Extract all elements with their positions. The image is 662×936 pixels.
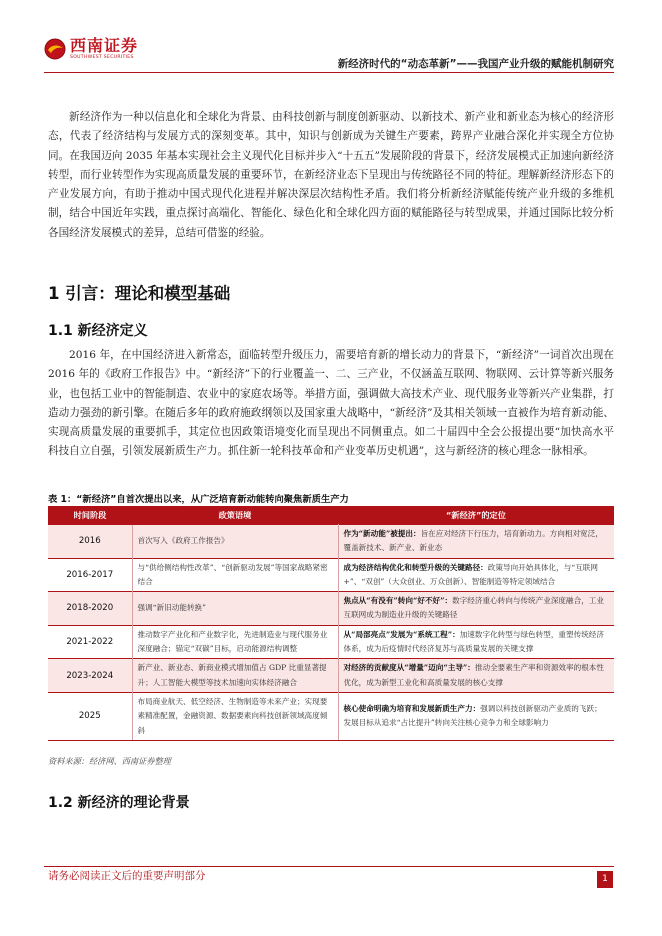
header-period: 时间阶段 [48, 506, 132, 525]
policy-table [48, 506, 614, 741]
context-cell: 布局商业航天、低空经济、生物制造等未来产业；实现要素精准配置，金融资源、数据要素向科技创新领域高度倾斜 [132, 692, 338, 740]
context-cell: 强调“新旧动能转换” [132, 592, 338, 626]
context-cell: 新产业、新业态、新商业模式增加值占 GDP 比重显著提升；人工智能大模型等技术加速向实体经济融合 [132, 659, 338, 693]
table-row [48, 558, 614, 592]
table-row [48, 692, 614, 740]
period-cell: 2025 [48, 692, 132, 740]
header-divider [44, 72, 614, 73]
table-row [48, 525, 614, 559]
positioning-text: 推动全要素生产率和资源效率的根本性优化，成为新型工业化和高质量发展的核心支撑 [343, 663, 604, 687]
period-cell: 2016 [48, 525, 132, 559]
table-source: 资料来源：经济网、西南证券整理 [48, 756, 171, 766]
positioning-key: 从“局部亮点”发展为“系统工程”： [343, 629, 460, 639]
report-title: 新经济时代的“动态革新”——我国产业升级的赋能机制研究 [337, 58, 614, 70]
definition-paragraph: 2016 年，在中国经济进入新常态，面临转型升级压力，需要培育新的增长动力的背景下，“新经济”一词首次出现在 2016 年的《政府工作报告》中。“新经济”下的行业覆盖一、二、三产业，不仅涵盖互联网、物联网、云计算等新兴服务业，也包括工业中的智能制造、农业中的家庭农场等。举措方面，强调做大高技术产业、现代服务业等新兴产业集群，打造动力强劲的新引擎。在随后多年的政府施政纲领以及国家重大战略中，“新经济”及其相关领域一直被作为培育新动能、实现高质量发展的重要抓手，其定位也因政策语境变化而呈现出不同侧重点。如二十届四中全会公报提出要“加快高水平科技自立自强，引领发展新质生产力。抓住新一轮科技革命和产业变革历史机遇”，这与新经济的核心理念一脉相承。 [48, 349, 614, 458]
positioning-cell [338, 525, 614, 559]
positioning-key: 核心使命明确为培育和发展新质生产力： [343, 704, 481, 714]
positioning-text: 强调以科技创新驱动产业质的飞跃；发展目标从追求“占比提升”转向关注核心竞争力和全球影响力 [343, 704, 602, 728]
positioning-text: 加速数字化转型与绿色转型，重塑传统经济体系，成为后疫情时代经济复苏与高质量发展的关键支撑 [343, 629, 604, 654]
period-cell: 2018-2020 [48, 592, 132, 626]
positioning-cell [338, 625, 614, 659]
logo-name-en: SOUTHWEST SECURITIES [70, 55, 134, 60]
company-logo [44, 38, 138, 61]
context-cell: 与“供给侧结构性改革”、“创新驱动发展”等国家战略紧密结合 [132, 558, 338, 592]
section-1-1-heading: 1.1 新经济定义 [48, 323, 148, 339]
table-caption: 表 1：“新经济”自首次提出以来，从广泛培育新动能转向聚焦新质生产力 [48, 494, 349, 505]
positioning-cell [338, 659, 614, 693]
section-1-heading: 1 引言：理论和模型基础 [48, 284, 231, 303]
disclaimer-link[interactable]: 请务必阅读正文后的重要声明部分 [48, 870, 206, 882]
period-cell: 2016-2017 [48, 558, 132, 592]
logo-icon [44, 38, 66, 60]
positioning-cell [338, 592, 614, 626]
positioning-text: 政策导向开始具体化，与“互联网+”、“双创”（大众创业、万众创新）、智能制造等特定领域结合 [343, 562, 598, 586]
period-cell: 2021-2022 [48, 625, 132, 659]
header-positioning: “新经济”的定位 [338, 506, 614, 525]
table-header-row [48, 506, 614, 525]
context-cell: 推动数字产业化和产业数字化，先进制造业与现代服务业深度融合；锚定“双碳”目标，启动能源结构调整 [132, 625, 338, 659]
abstract-paragraph: 新经济作为一种以信息化和全球化为背景、由科技创新与制度创新驱动、以新技术、新产业和新业态为核心的经济形态，代表了经济结构与发展方式的深刻变革。其中，知识与创新成为关键生产要素，跨界产业融合深化并实现全方位协同。在我国迈向 2035 年基本实现社会主义现代化目标并步入“十五五”发展阶段的背景下，经济发展模式正加速向新经济转型，而行业转型作为实现高质量发展的重要环节，在新经济业态下呈现出与传统路径不同的特征。理解新经济形态下的产业发展方向，有助于推动中国式现代化进程并解决深层次结构性矛盾。我们将分析新经济赋能传统产业升级的多维机制，结合中国近年实践，重点探讨高端化、智能化、绿色化和全球化四方面的赋能路径与转型成果，并通过国际比较分析各国经济发展模式的差异，总结可借鉴的经验。 [48, 111, 614, 239]
positioning-key: 作为“新动能”被提出： [343, 529, 421, 538]
positioning-key: 对经济的贡献度从“增量”迈向“主导”： [343, 663, 475, 673]
context-cell: 首次写入《政府工作报告》 [132, 525, 338, 559]
positioning-key: 成为经济结构优化和转型升级的关键路径： [343, 562, 488, 572]
table-row [48, 659, 614, 693]
positioning-text: 旨在应对经济下行压力，培育新动力。方向相对宽泛，覆盖新技术、新产业、新业态 [343, 529, 603, 553]
positioning-cell [338, 692, 614, 740]
table-row [48, 592, 614, 626]
header-context: 政策语境 [132, 506, 338, 525]
positioning-key: 焦点从“有没有”转向“好不好”： [343, 596, 453, 606]
positioning-text: 数字经济重心转向与传统产业深度融合，工业互联网成为制造业升级的关键路径 [343, 596, 604, 620]
table-row [48, 625, 614, 659]
footer-divider [44, 866, 614, 867]
section-1-2-heading: 1.2 新经济的理论背景 [48, 795, 190, 811]
positioning-cell [338, 558, 614, 592]
page-number: 1 [597, 871, 613, 888]
logo-name-cn: 西南证券 [70, 36, 139, 55]
period-cell: 2023-2024 [48, 659, 132, 693]
